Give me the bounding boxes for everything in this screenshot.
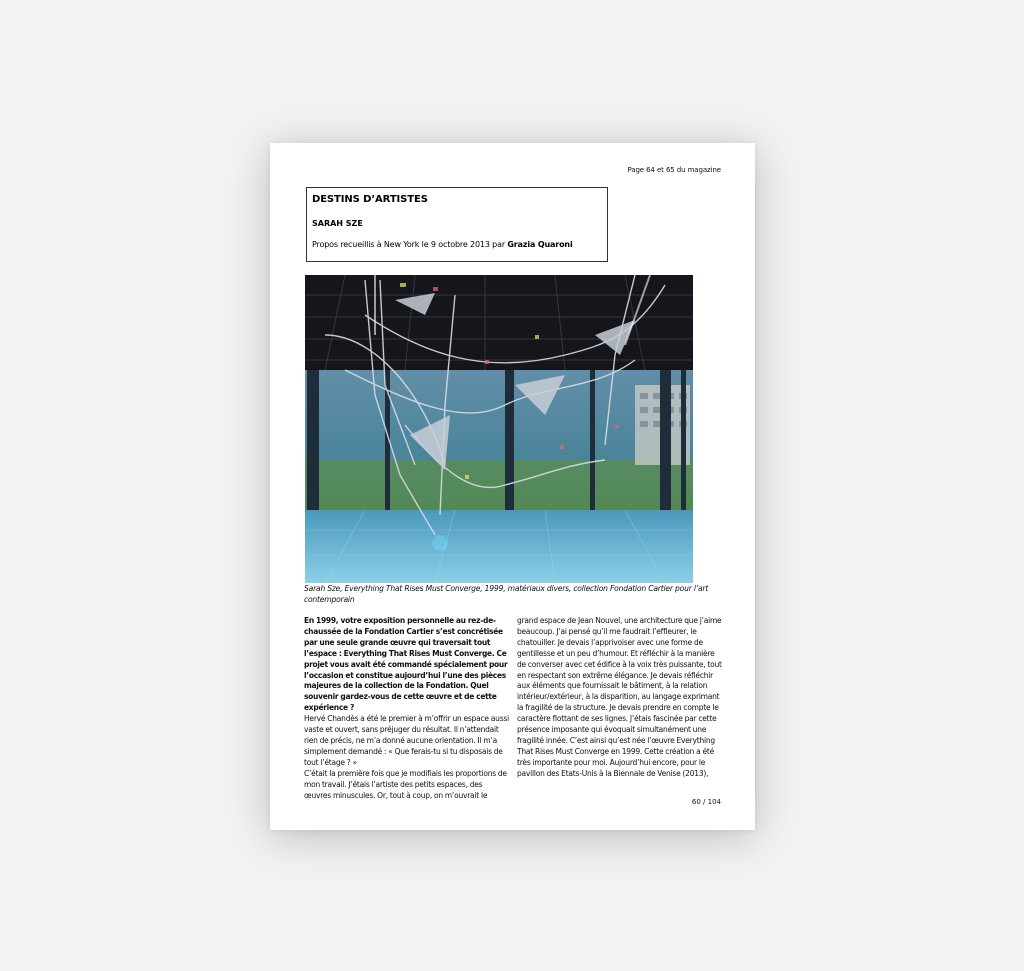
document-page [270,143,755,830]
article-header-box [306,187,608,262]
credit-text: Propos recueillis à New York le 9 octobre 2013 par [312,240,508,249]
article-column-right [517,616,723,780]
magazine-page-reference: Page 64 et 65 du magazine [627,166,721,174]
interview-answer-paragraph: C’était la première fois que je modifiais les proportions de mon travail. J’étais l’artiste des petits espaces, des œuvres minuscules. Or, tout à coup, on m’ouvrait le [304,768,507,800]
page-number: 60 / 104 [691,798,721,806]
section-title: DESTINS D’ARTISTES [312,194,428,205]
interview-credit [312,240,602,249]
artist-name: SARAH SZE [312,219,363,228]
artwork-photo [305,275,693,583]
article-column-left [304,616,510,801]
interview-answer-paragraph: grand espace de Jean Nouvel, une architecture que j’aime beaucoup. J’ai pensé qu’il me faudrait l’effleurer, le chatouiller. Je devais l’apprivoiser avec une forme de gentillesse et un peu d’humour. Et réfléchir à la manière de converser avec cet édifice à la voix très puissante, tout en respectant son extrême élégance. Je devais réfléchir aux éléments que fournissait le bâtiment, à la relation intérieur/extérieur, à la disparition, au langage exprimant la fragilité de la structure. Je devais prendre en compte le caractère flottant de ses lignes. J’étais fascinée par cette présence imposante qui évoquait simultanément une fragilité innée. C’est ainsi qu’est née l’œuvre Everything That Rises Must Converge en 1999. Cette création a été très importante pour moi. Aujourd’hui encore, pour le pavillon des Etats-Unis à la Biennale de Venise (2013), [517,616,722,778]
photo-caption: Sarah Sze, Everything That Rises Must Converge, 1999, matériaux divers, collection Fondation Cartier pour l’art contemporain [304,584,709,604]
interview-question: En 1999, votre exposition personnelle au rez-de-chaussée de la Fondation Cartier s’est concrétisée par une seule grande œuvre qui traversait tout l’espace : Everything That Rises Must Converge. Ce projet vous avait été commandé spécialement pour l’occasion et constitue aujourd’hui l’une des pièces majeures de la collection de la Fondation. Quel souvenir gardez-vous de cette œuvre et de cette expérience ? [304,616,508,713]
interview-answer-paragraph: Hervé Chandès a été le premier à m’offrir un espace aussi vaste et ouvert, sans préjuger du résultat. Il n’attendait rien de précis, ne m’a donné aucune orientation. Il m’a simplement demandé : « Que ferais-tu si tu disposais de tout l’étage ? » [304,714,509,767]
credit-author: Grazia Quaroni [507,240,573,249]
